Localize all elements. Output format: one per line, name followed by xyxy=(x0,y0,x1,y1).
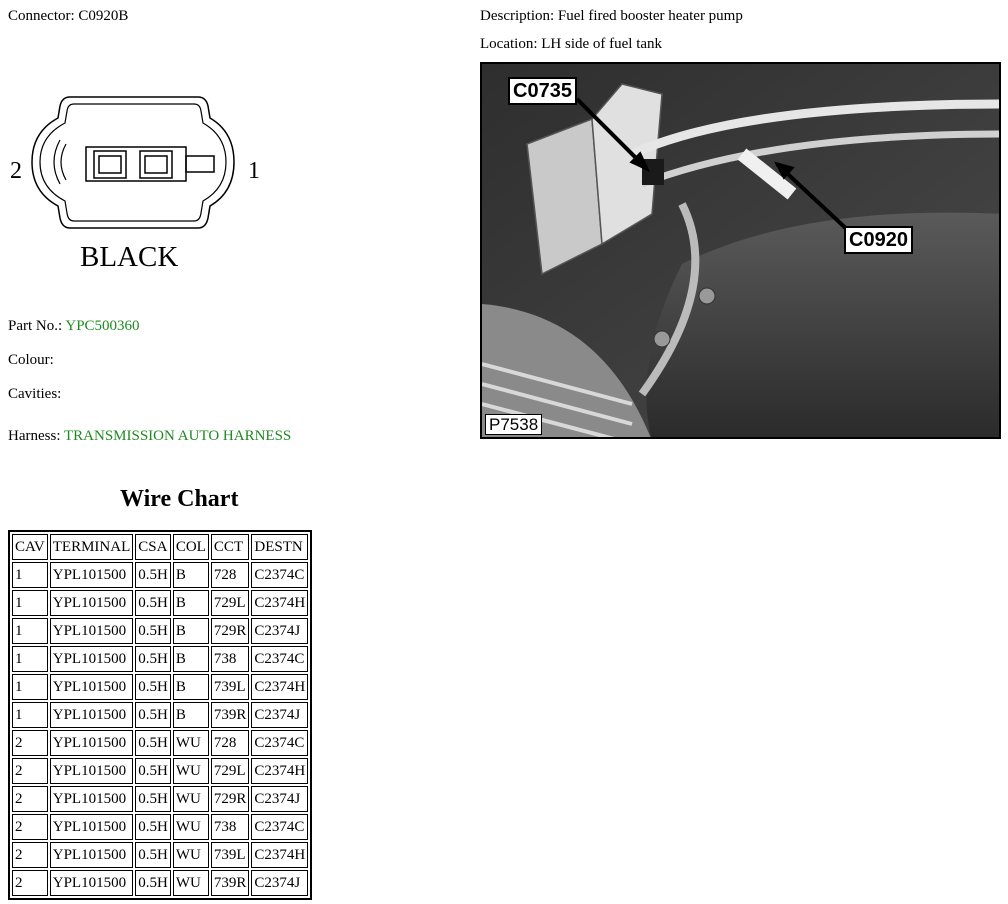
table-row xyxy=(12,674,308,700)
wire-chart-title: Wire Chart xyxy=(120,486,239,512)
callout-c0920: C0920 xyxy=(844,226,913,254)
connector-value: C0920B xyxy=(78,8,129,24)
table-cell: C2374C xyxy=(251,646,308,672)
table-cell: YPL101500 xyxy=(50,646,134,672)
table-row xyxy=(12,758,308,784)
table-cell: 0.5H xyxy=(135,590,171,616)
table-cell: C2374J xyxy=(251,870,308,896)
column-header: TERMINAL xyxy=(50,534,134,560)
table-cell: 1 xyxy=(12,702,48,728)
table-cell: 729L xyxy=(211,590,250,616)
table-cell: 739L xyxy=(211,674,250,700)
table-cell: 729R xyxy=(211,786,250,812)
table-cell: 1 xyxy=(12,618,48,644)
table-cell: C2374H xyxy=(251,590,308,616)
table-cell: WU xyxy=(173,758,209,784)
table-cell: 728 xyxy=(211,730,250,756)
table-cell: 0.5H xyxy=(135,674,171,700)
table-cell: YPL101500 xyxy=(50,870,134,896)
callout-c0735: C0735 xyxy=(508,77,577,105)
table-cell: 2 xyxy=(12,730,48,756)
cavities-label: Cavities: xyxy=(8,386,62,402)
table-cell: WU xyxy=(173,870,209,896)
table-cell: 1 xyxy=(12,674,48,700)
table-cell: 739R xyxy=(211,870,250,896)
pin-2-label: 2 xyxy=(10,158,22,184)
table-cell: C2374C xyxy=(251,730,308,756)
table-cell: C2374J xyxy=(251,618,308,644)
colour-label: Colour: xyxy=(8,352,54,368)
table-cell: 2 xyxy=(12,842,48,868)
table-cell: 2 xyxy=(12,786,48,812)
pin-1-label: 1 xyxy=(248,158,260,184)
table-cell: 2 xyxy=(12,870,48,896)
table-cell: 0.5H xyxy=(135,842,171,868)
harness-link[interactable]: TRANSMISSION AUTO HARNESS xyxy=(63,428,292,444)
column-header: CAV xyxy=(12,534,48,560)
connector-label: Connector: xyxy=(8,8,75,24)
table-cell: 0.5H xyxy=(135,730,171,756)
table-cell: 728 xyxy=(211,562,250,588)
table-cell: 729L xyxy=(211,758,250,784)
table-cell: YPL101500 xyxy=(50,562,134,588)
table-cell: B xyxy=(173,562,209,588)
table-cell: 739R xyxy=(211,702,250,728)
column-header: DESTN xyxy=(251,534,308,560)
table-cell: C2374H xyxy=(251,674,308,700)
table-cell: B xyxy=(173,646,209,672)
table-cell: 738 xyxy=(211,646,250,672)
table-cell: YPL101500 xyxy=(50,814,134,840)
part-no-label: Part No.: xyxy=(8,318,63,334)
location-line xyxy=(480,36,662,53)
table-cell: B xyxy=(173,590,209,616)
table-cell: C2374C xyxy=(251,562,308,588)
cavities-line xyxy=(8,386,61,403)
table-row xyxy=(12,562,308,588)
table-cell: B xyxy=(173,618,209,644)
photo-id-label: P7538 xyxy=(485,414,542,435)
description-label: Description: xyxy=(480,8,555,24)
table-row xyxy=(12,870,308,896)
part-no-line xyxy=(8,318,140,335)
location-label: Location: xyxy=(480,36,538,52)
connector-color-label: BLACK xyxy=(80,241,179,273)
table-row xyxy=(12,786,308,812)
connector-face-diagram xyxy=(8,92,268,282)
wire-chart-table xyxy=(8,530,312,900)
table-cell: YPL101500 xyxy=(50,702,134,728)
table-cell: WU xyxy=(173,786,209,812)
table-cell: YPL101500 xyxy=(50,618,134,644)
table-cell: YPL101500 xyxy=(50,842,134,868)
table-cell: C2374H xyxy=(251,758,308,784)
table-cell: YPL101500 xyxy=(50,730,134,756)
table-cell: 2 xyxy=(12,758,48,784)
table-cell: YPL101500 xyxy=(50,674,134,700)
table-cell: YPL101500 xyxy=(50,590,134,616)
table-cell: YPL101500 xyxy=(50,758,134,784)
table-row xyxy=(12,730,308,756)
harness-label: Harness: xyxy=(8,428,61,444)
table-cell: B xyxy=(173,674,209,700)
table-cell: 738 xyxy=(211,814,250,840)
table-header-row xyxy=(12,534,308,560)
table-row xyxy=(12,646,308,672)
table-cell: 0.5H xyxy=(135,814,171,840)
table-cell: 0.5H xyxy=(135,562,171,588)
table-cell: 0.5H xyxy=(135,786,171,812)
table-row xyxy=(12,842,308,868)
table-cell: 739L xyxy=(211,842,250,868)
column-header: COL xyxy=(173,534,209,560)
table-row xyxy=(12,702,308,728)
table-cell: 2 xyxy=(12,814,48,840)
connector-line xyxy=(8,8,128,25)
column-header: CSA xyxy=(135,534,171,560)
part-no-link[interactable]: YPC500360 xyxy=(65,318,140,334)
column-header: CCT xyxy=(211,534,250,560)
table-cell: B xyxy=(173,702,209,728)
location-photo xyxy=(480,62,1001,439)
table-cell: 0.5H xyxy=(135,870,171,896)
table-row xyxy=(12,590,308,616)
table-cell: 0.5H xyxy=(135,702,171,728)
table-body xyxy=(12,562,308,896)
table-cell: 1 xyxy=(12,562,48,588)
table-cell: WU xyxy=(173,730,209,756)
table-cell: YPL101500 xyxy=(50,786,134,812)
table-cell: C2374C xyxy=(251,814,308,840)
table-cell: C2374J xyxy=(251,702,308,728)
colour-line xyxy=(8,352,54,369)
table-cell: 0.5H xyxy=(135,646,171,672)
description-line xyxy=(480,8,743,25)
table-cell: C2374H xyxy=(251,842,308,868)
table-cell: 1 xyxy=(12,590,48,616)
table-cell: WU xyxy=(173,814,209,840)
harness-line xyxy=(8,428,291,445)
location-value: LH side of fuel tank xyxy=(541,36,663,52)
table-row xyxy=(12,618,308,644)
description-value: Fuel fired booster heater pump xyxy=(557,8,743,24)
table-cell: WU xyxy=(173,842,209,868)
table-cell: C2374J xyxy=(251,786,308,812)
table-cell: 1 xyxy=(12,646,48,672)
table-cell: 0.5H xyxy=(135,758,171,784)
table-row xyxy=(12,814,308,840)
table-cell: 729R xyxy=(211,618,250,644)
table-cell: 0.5H xyxy=(135,618,171,644)
